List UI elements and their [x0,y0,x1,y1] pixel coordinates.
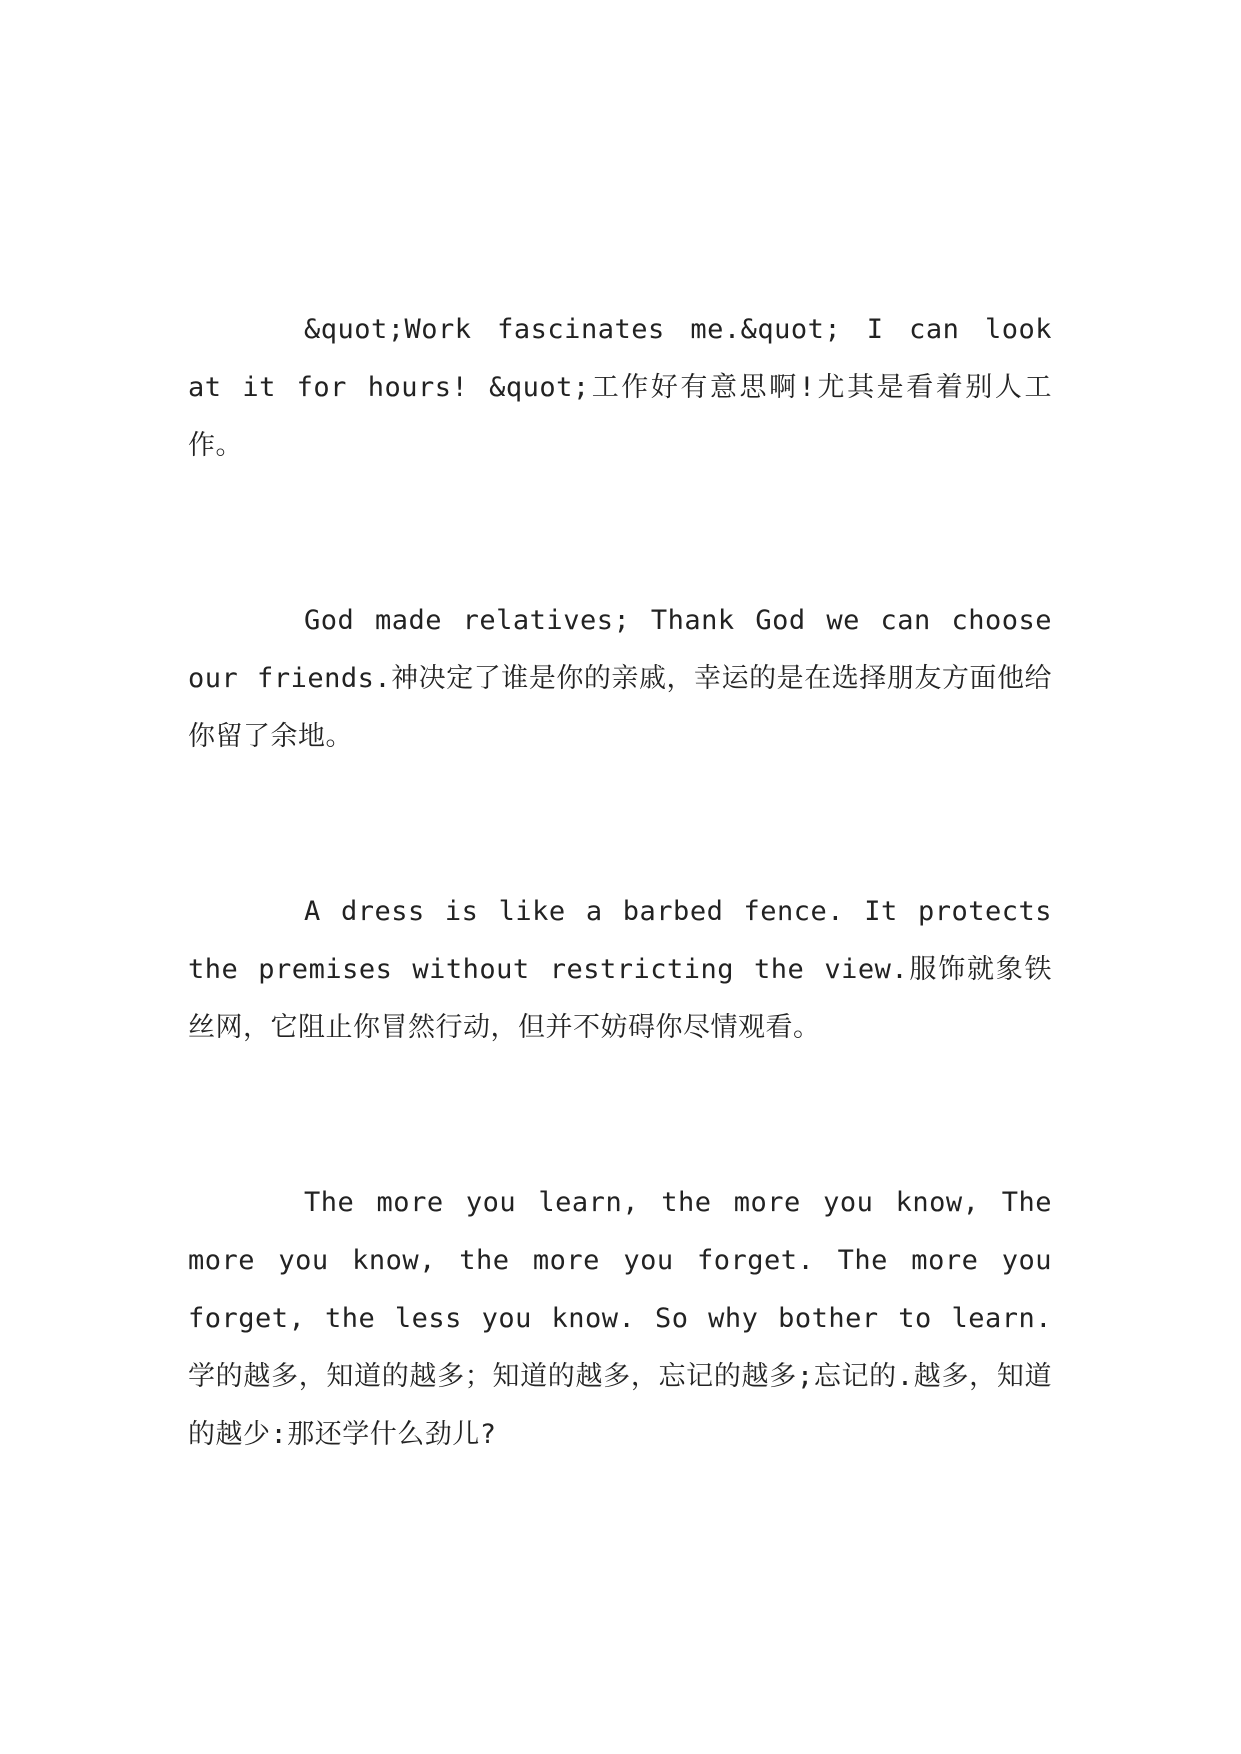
paragraph-dress-quote: A dress is like a barbed fence. It protects the premises without restricting the view.服饰就象铁丝网，它阻止你冒然行动，但并不妨碍你尽情观看。 [188,896,1052,1043]
paragraph-relatives-quote: God made relatives; Thank God we can choose our friends.神决定了谁是你的亲戚，幸运的是在选择朋友方面他给你留了余地。 [188,605,1052,752]
paragraph-learning-quote: The more you learn, the more you know, The more you know, the more you forget. The more you forget, the less you know. So why bother to learn.学的越多，知道的越多；知道的越多，忘记的越多;忘记的.越多，知道的越少:那还学什么劲儿? [188,1187,1052,1450]
paragraph-work-quote: &quot;Work fascinates me.&quot; I can look at it for hours! &quot;工作好有意思啊!尤其是看着别人工作。 [188,314,1052,461]
